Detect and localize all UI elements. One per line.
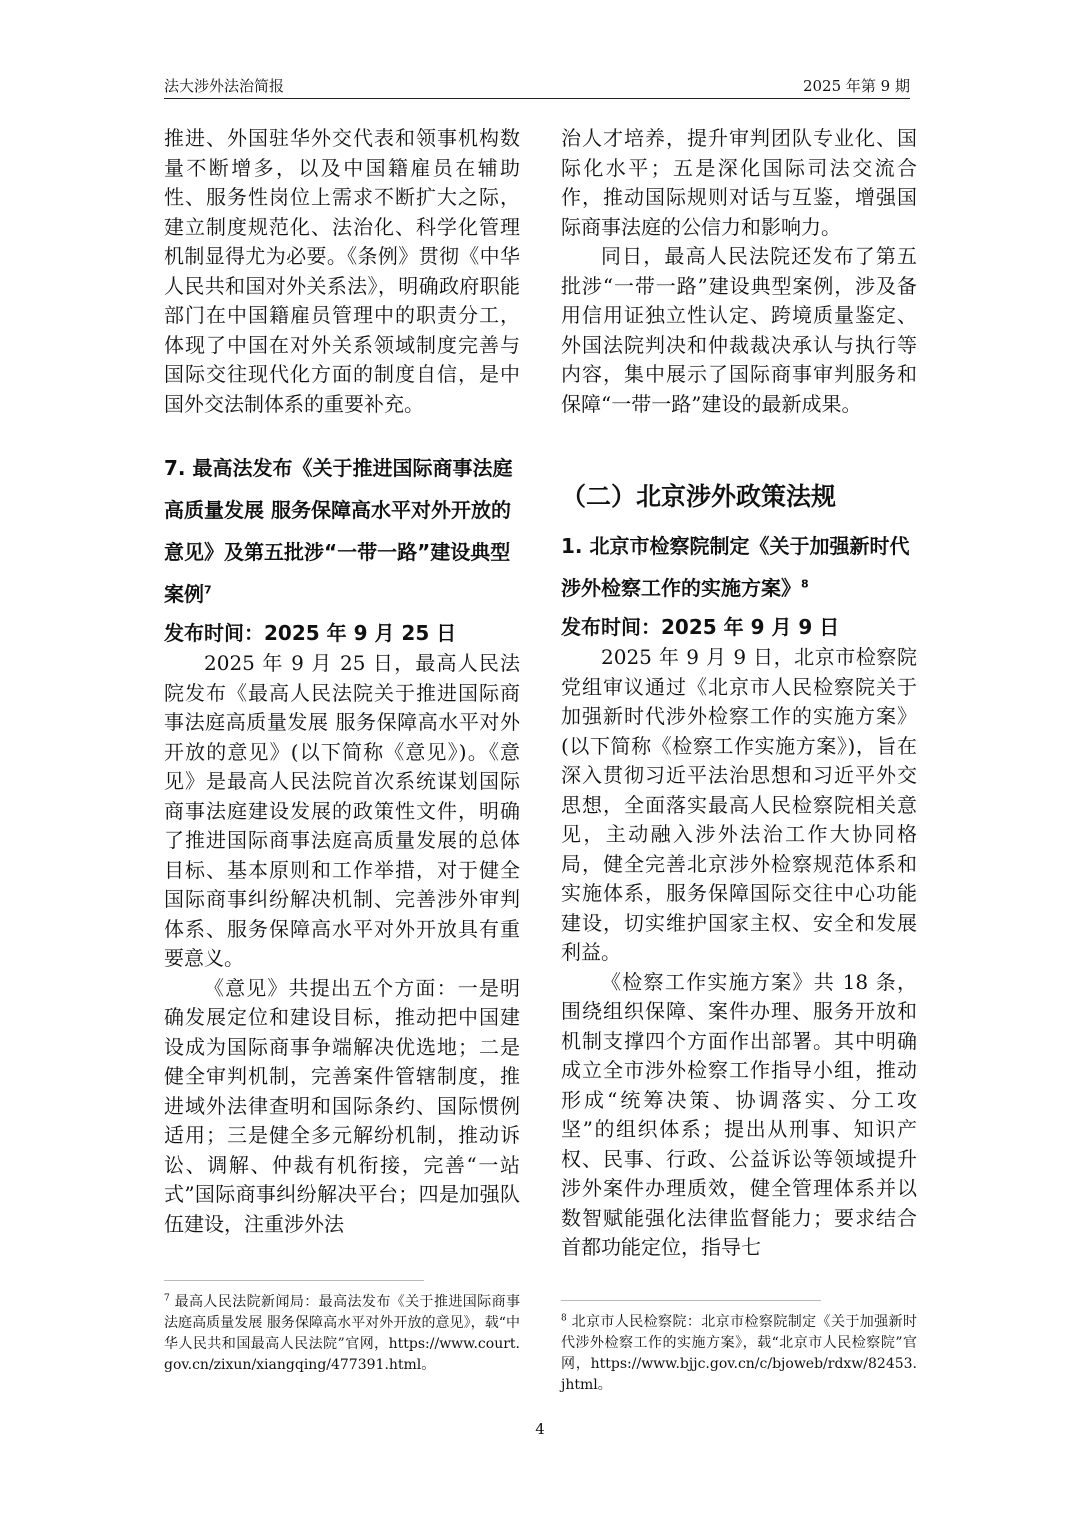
footnote-ref-8[interactable]: 8: [801, 577, 809, 591]
page-number: 4: [535, 1420, 545, 1438]
header-issue-number: 2025 年第 9 期: [802, 77, 910, 95]
item-1-heading-text: 1. 北京市检察院制定《关于加强新时代涉外检察工作的实施方案》: [561, 534, 910, 600]
footnote-8: [561, 1312, 917, 1396]
running-header: [164, 76, 910, 99]
footnote-8-number: 8: [561, 1313, 567, 1324]
continued-paragraph-right: 治人才培养，提升审判团队专业化、国际化水平；五是深化国际司法交流合作，推动国际规则对话与互鉴，增强国际商事法庭的公信力和影响力。: [561, 126, 917, 239]
item-1-paragraph-2: 《检察工作实施方案》共 18 条，围绕组织保障、案件办理、服务开放和机制支撑四个方面作出部署。其中明确成立全市涉外检察工作指导小组，推动形成“统筹决策、协调落实、分工攻坚”的组织体系；提出从刑事、知识产权、民事、行政、公益诉讼等领域提升涉外案件办理质效，健全管理体系并以数智赋能强化法律监督能力；要求结合首都功能定位，指导七: [561, 969, 917, 1259]
item-1-paragraph-1: 2025 年 9 月 9 日，北京市检察院党组审议通过《北京市人民检察院关于加强新时代涉外检察工作的实施方案》(以下简称《检察工作实施方案》)，旨在深入贯彻习近平法治思想和习近平外交思想，全面落实最高人民检察院相关意见，主动融入涉外法治工作大协同格局，健全完善北京涉外检察规范体系和实施体系，服务保障国际交往中心功能建设，切实维护国家主权、安全和发展利益。: [561, 645, 917, 964]
section-heading-beijing: （二）北京涉外政策法规: [561, 482, 837, 511]
typical-cases-paragraph: 同日，最高人民法院还发布了第五批涉“一带一路”建设典型案例，涉及备用信用证独立性认定、跨境质量鉴定、外国法院判决和仲裁裁决承认与执行等内容，集中展示了国际商事审判服务和保障“一带一路”建设的最新成果。: [561, 244, 917, 416]
footnote-separator-left: [164, 1280, 424, 1281]
footnote-ref-7[interactable]: 7: [204, 583, 212, 597]
footnote-7: [164, 1292, 520, 1376]
footnote-8-text: 北京市人民检察院：北京市检察院制定《关于加强新时代涉外检察工作的实施方案》，载“北京市人民检察院”官网，https://www.bjjc.gov.cn/c/bjoweb/rdxw/82453.jhtml。: [561, 1314, 917, 1393]
item-7-heading-text: 7. 最高法发布《关于推进国际商事法庭高质量发展 服务保障高水平对外开放的意见》及第五批涉“一带一路”建设典型案例: [164, 456, 513, 606]
item-1-release-date: 发布时间：2025 年 9 月 9 日: [561, 615, 840, 639]
footnote-7-text: 最高人民法院新闻局：最高法发布《关于推进国际商事法庭高质量发展 服务保障高水平对外开放的意见》，载“中华人民共和国最高人民法院”官网，https://www.court.gov.cn/zixun/xiangqing/477391.html。: [164, 1294, 520, 1373]
left-column: [164, 124, 520, 1239]
footnote-separator-right: [561, 1300, 821, 1301]
continued-paragraph: 推进、外国驻华外交代表和领事机构数量不断增多，以及中国籍雇员在辅助性、服务性岗位上需求不断扩大之际，建立制度规范化、法治化、科学化管理机制显得尤为必要。《条例》贯彻《中华人民共和国对外关系法》，明确政府职能部门在中国籍雇员管理中的职责分工，体现了中国在对外关系领域制度完善与国际交往现代化方面的制度自信，是中国外交法制体系的重要补充。: [164, 126, 520, 416]
right-column: [561, 124, 917, 1263]
item-7-release-date: 发布时间：2025 年 9 月 25 日: [164, 621, 457, 645]
item-7-heading: [164, 447, 520, 615]
item-7-paragraph-2: 《意见》共提出五个方面：一是明确发展定位和建设目标，推动把中国建设成为国际商事争端解决优选地；二是健全审判机制，完善案件管辖制度，推进域外法律查明和国际条约、国际惯例适用；三是健全多元解纷机制，推动诉讼、调解、仲裁有机衔接，完善“一站式”国际商事纠纷解决平台；四是加强队伍建设，注重涉外法: [164, 975, 520, 1236]
footnote-7-number: 7: [164, 1293, 170, 1304]
header-publication-title: 法大涉外法治简报: [164, 77, 285, 95]
item-7-paragraph-1: 2025 年 9 月 25 日，最高人民法院发布《最高人民法院关于推进国际商事法庭高质量发展 服务保障高水平对外开放的意见》(以下简称《意见》)。《意见》是最高人民法院首次系统谋划国际商事法庭建设发展的政策性文件，明确了推进国际商事法庭高质量发展的总体目标、基本原则和工作举措，对于健全国际商事纠纷解决机制、完善涉外审判体系、服务保障高水平对外开放具有重要意义。: [164, 651, 520, 970]
item-1-heading: [561, 525, 917, 609]
